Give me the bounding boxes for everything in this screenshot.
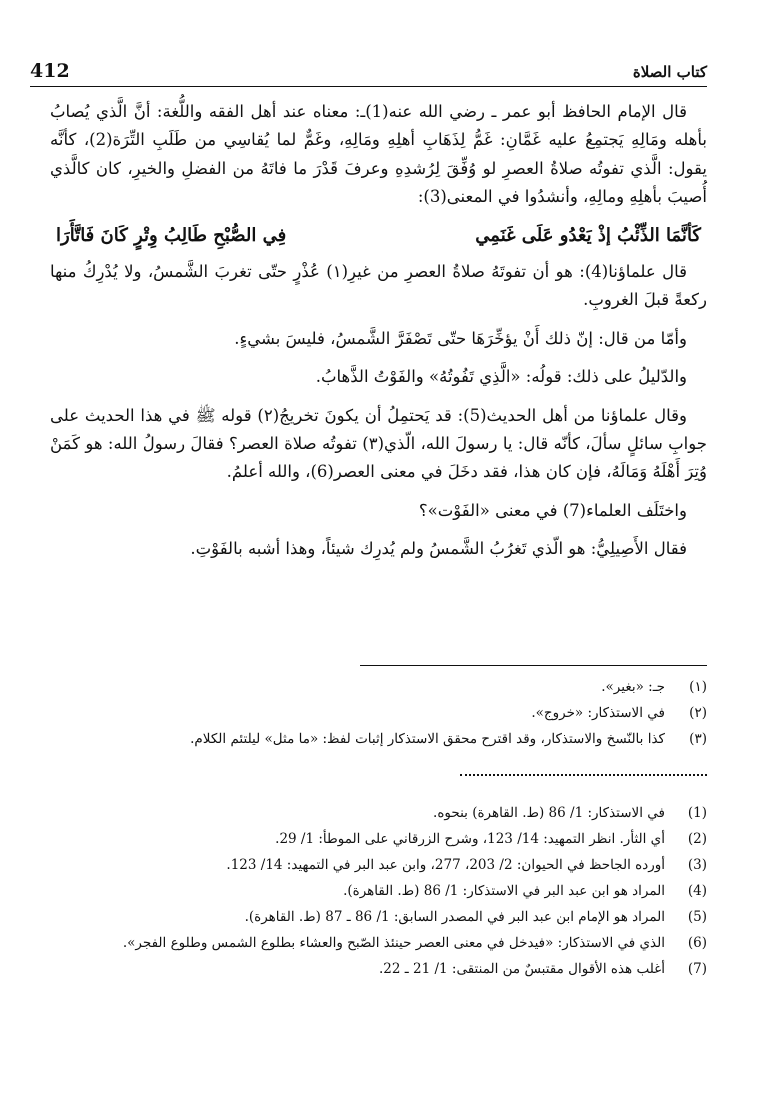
footnote-item [50,674,707,700]
paragraph-4: والدّليلُ على ذلك: قولُه: «الَّذِي تَفُوتُهُ» والفَوْتُ الذَّهابُ. [315,367,687,387]
footnote-number: (٣) [689,731,707,747]
footnote-text: في الاستذكار: 1/ 86 (ط. القاهرة) بنحوه. [433,805,665,821]
dotted-separator [460,774,707,776]
footnote-number: (4) [687,883,707,899]
footnote-text: أورده الجاحظ في الحيوان: 2/ 203، 277، وابن عبد البر في التمهيد: 14/ 123. [226,857,665,873]
footnote-number: (2) [687,831,707,847]
running-title: كتاب الصلاة [632,63,707,81]
footnote-item [50,826,707,852]
footnote-item [50,700,707,726]
footnote-text: جـ: «بغير». [601,679,665,695]
paragraph-6: واختَلَف العلماء(7) في معنى «الفَوْت»؟ [418,500,687,520]
footnote-text: الذي في الاستذكار: «فيدخل في معنى العصر حينئذ الصّبح والعشاء بطلوع الشمس وطلوع الفجر». [122,935,665,951]
footnote-text: المراد هو ابن عبد البر في الاستذكار: 1/ 86 (ط. القاهرة). [343,883,665,899]
poetry-verse [50,222,707,250]
paragraph-1: قال الإمام الحافظ أبو عمر ـ رضي الله عنه(1)ـ: معناه عند أهل الفقه واللُّغة: أنَّ الَّذي يُصابُ بأهله ومَالِهِ يَجتمِعُ عليه غَمَّانِ: غَمُّ لِذَهَابِ أهلِهِ ومَالِهِ، وغَمٌّ لما يُقاسِي من طَلَبِ التِّرَة(2)، كأنَّه يقول: الَّذي تفوتُه صلاةُ العصرِ لو وُفِّقَ لِرُشدِهِ وعرفَ قَدْرَ ما فاتَهُ من الفضلِ والخيرِ، كان كالَّذي أُصيبَ بأهلِهِ ومالِهِ، وأنشدُوا في المعنى(3): [50,102,707,207]
footnote-item [50,852,707,878]
editor-footnotes [50,800,707,982]
footnote-item [50,904,707,930]
footnote-number: (7) [687,961,707,977]
paragraph-2: قال علماؤنا(4): هو أن تفوتَهُ صلاةُ العصرِ من غيرِ(١) عُذْرٍ حتّى تغربَ الشَّمسُ، ولا يُدْرِكُ منها ركعةً قبلَ الغروبِ. [50,262,707,310]
paragraph-5: وقال علماؤنا من أهل الحديث(5): قد يَحتمِلُ أن يكونَ تخريجُ(٢) قوله ﷺ في هذا الحديث على جوابِ سائلٍ سألَ، كأنّه قال: يا رسولَ الله، الّذي(٣) تفوتُه صلاة العصر؟ فقالَ رسولُ الله: هو كَمَنْ وُتِرَ أَهْلَهُ وَمَالَهُ، فإن كان هذا، فقد دخَلَ في معنى العصر(6)، والله أعلمُ. [50,405,707,482]
footnote-number: (1) [687,805,707,821]
verse-first-hemistich: كَأنَّمَا الذِّئْبُ إذْ يَعْدُو عَلَى غَنَمِي [475,224,701,246]
footnote-item [50,930,707,956]
footnote-number: (6) [687,935,707,951]
footnote-item [50,726,707,752]
footnote-item [50,956,707,982]
footnote-item [50,800,707,826]
footnote-text: كذا بالنّسخ والاستذكار، وقد اقترح محقق الاستذكار إثبات لفظ: «ما مثل» ليلتئم الكلام. [190,731,665,747]
footnote-text: في الاستذكار: «خروج». [531,705,665,721]
footnote-number: (3) [687,857,707,873]
verse-second-hemistich: فِي الصُّبْحِ طَالِبُ وِتْرٍ كَانَ فَاتَّأَرَا [56,224,287,246]
manuscript-footnotes [50,674,707,752]
footnote-text: أغلب هذه الأقوال مقتبسٌ من المنتقى: 1/ 21 ـ 22. [378,961,665,977]
footnote-text: المراد هو الإمام ابن عبد البر في المصدر السابق: 1/ 86 ـ 87 (ط. القاهرة). [244,909,665,925]
paragraph-3: وأمّا من قال: إنّ ذلك أَنْ يؤخِّرَهَا حتّى تَصْفَرَّ الشَّمسُ، فليسَ بشيءٍ. [234,328,687,348]
footnote-separator [360,665,707,666]
footnote-number: (5) [687,909,707,925]
footnote-number: (١) [689,679,707,695]
footnote-text: أي الثأر. انظر التمهيد: 14/ 123، وشرح الزرقاني على الموطأ: 1/ 29. [275,831,665,847]
footnote-number: (٢) [689,705,707,721]
page-header [30,60,707,87]
page-number: 412 [30,60,70,82]
paragraph-7: فقال الأَصِيلِيُّ: هو الّذي تَغرُبُ الشَّمسُ ولم يُدرِك شيئاً، وهذا أشبه بالفَوْتِ. [190,539,687,559]
footnote-item [50,878,707,904]
main-text [50,98,707,574]
